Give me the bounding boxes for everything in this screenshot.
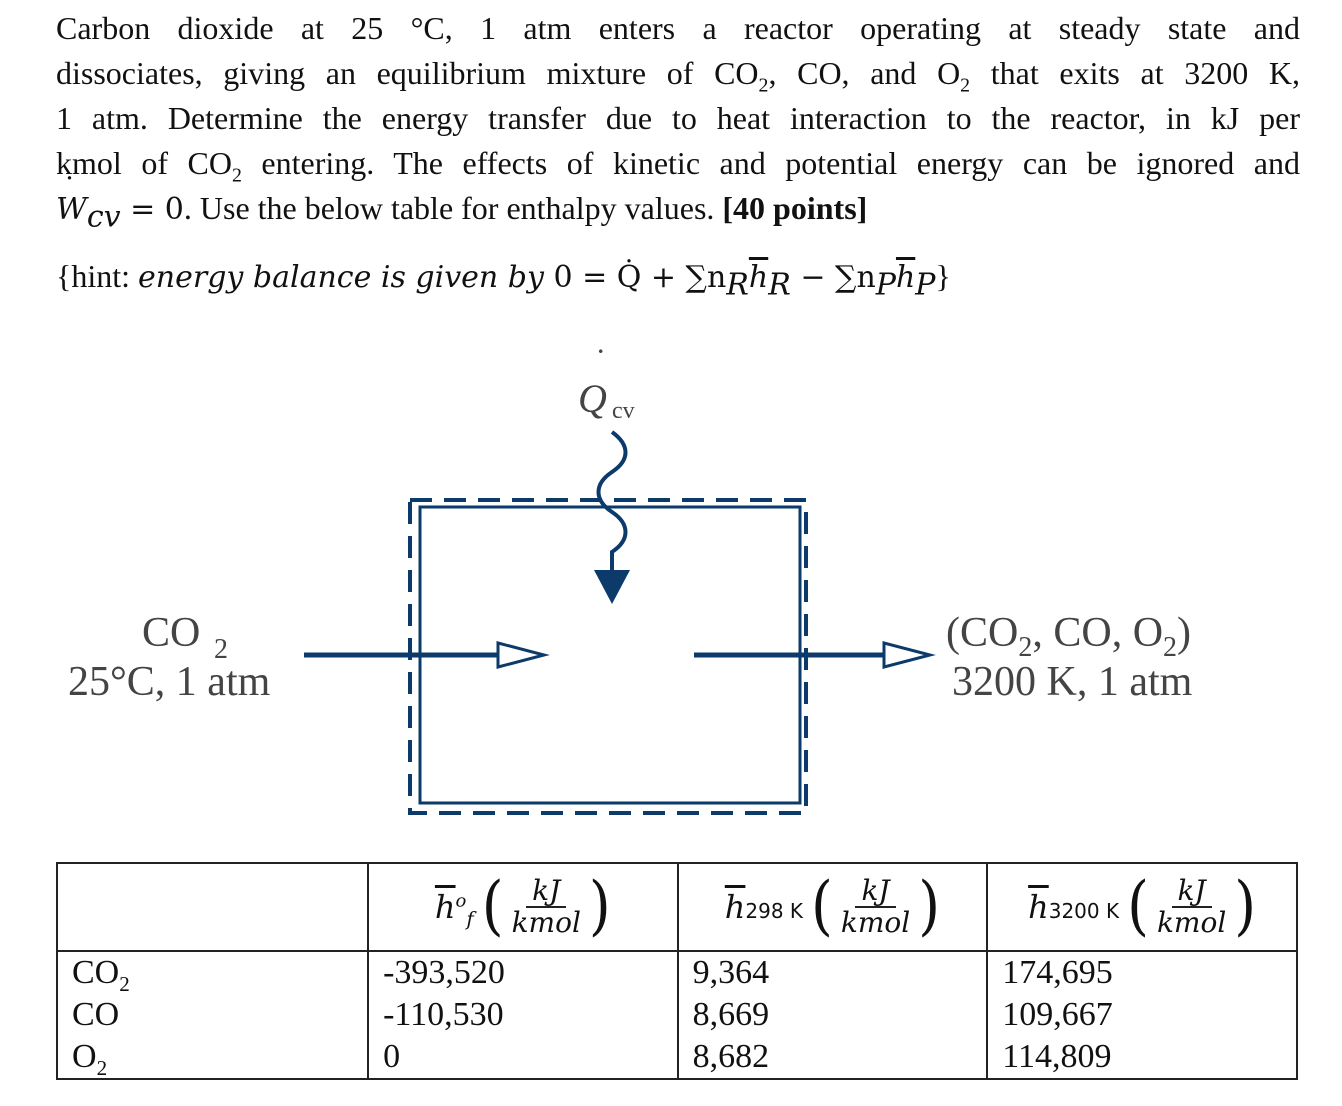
- outlet-arrowhead: [884, 643, 930, 667]
- unit-fraction: [512, 876, 581, 938]
- species-name: CO: [72, 996, 120, 1033]
- hint-open: {hint:: [56, 258, 139, 294]
- header-hf: [368, 863, 678, 951]
- inlet-state: 25°C, 1 atm: [68, 659, 271, 705]
- unit-denominator: kmol: [840, 906, 911, 939]
- w-subscript: cv: [86, 199, 121, 235]
- text-fragment: dissociates, giving an equilibrium mixture of CO: [56, 55, 759, 91]
- unit-numerator: kJ: [1172, 876, 1212, 908]
- text-fragment: that exits at 3200 K,: [970, 55, 1300, 91]
- table-row: [57, 994, 1297, 1036]
- paren-open: (: [481, 869, 504, 944]
- subscript: P: [915, 267, 936, 303]
- hf-cell: 0: [368, 1036, 678, 1079]
- header-h3200: [987, 863, 1297, 951]
- inlet-species: CO: [142, 610, 201, 656]
- subscript: R: [768, 267, 791, 303]
- hint-minus: − ∑n: [790, 260, 876, 295]
- equation: = 0: [120, 192, 184, 227]
- reactor-diagram: [0, 340, 1342, 840]
- paren-close: ): [588, 869, 611, 944]
- h3200-symbol: [1028, 869, 1257, 944]
- outlet-state: 3200 K, 1 atm: [952, 659, 1193, 705]
- h298-cell: 8,682: [678, 1036, 988, 1079]
- unit-fraction: [841, 876, 910, 938]
- outlet-species-part: ): [1177, 610, 1192, 656]
- h3200-cell: 174,695: [987, 951, 1297, 994]
- q-label: Q: [578, 376, 607, 421]
- paren-open: (: [1127, 869, 1149, 944]
- problem-line-1: Carbon dioxide at 25 °C, 1 atm enters a reactor operating at steady state and: [56, 10, 1300, 46]
- problem-line-3: 1 atm. Determine the energy transfer due to heat interaction to the reactor, in kJ per: [56, 100, 1300, 136]
- h3200-cell: 114,809: [987, 1036, 1297, 1079]
- problem-statement: [56, 6, 1301, 235]
- q-subscript: cv: [612, 398, 635, 424]
- subscript: P: [875, 267, 896, 303]
- enthalpy-table: [56, 862, 1298, 1080]
- hint-close: }: [935, 258, 951, 294]
- text-fragment: . Use the below table for enthalpy values.: [183, 190, 723, 226]
- header-species: [57, 863, 368, 951]
- hf-symbol: [434, 869, 611, 944]
- h-bar: $\overline{h}$: [895, 260, 916, 295]
- subscript: f: [466, 907, 474, 931]
- inlet-arrowhead: [498, 643, 544, 667]
- subscript: 2: [96, 1055, 108, 1080]
- species-cell: [57, 951, 368, 994]
- h-bar: $\overline{h}$: [724, 888, 746, 926]
- h3200-cell: 109,667: [987, 994, 1297, 1036]
- subscript: 298 K: [745, 899, 804, 923]
- hf-cell: -393,520: [368, 951, 678, 994]
- outlet-species-part: , CO, O: [1032, 610, 1164, 656]
- unit-denominator: kmol: [511, 906, 581, 939]
- h-bar: $\overline{h}$: [1028, 888, 1049, 926]
- h-bar: $\overline{h}$: [748, 260, 769, 295]
- w-dot-symbol: ˙ W: [56, 187, 87, 232]
- table-header-row: [57, 863, 1297, 951]
- hint-text: energy balance is given by: [138, 260, 544, 295]
- heat-arrowhead: [594, 570, 630, 604]
- table-row: [57, 1036, 1297, 1079]
- species-name: CO: [72, 954, 120, 991]
- species-name: O: [72, 1038, 97, 1075]
- unit-fraction: [1157, 876, 1226, 938]
- points-label: [40 points]: [722, 190, 868, 226]
- h298-symbol: [724, 869, 941, 944]
- q-dot: ˙: [595, 343, 607, 380]
- unit-numerator: kJ: [526, 876, 566, 908]
- problem-line-4: [56, 141, 1300, 186]
- h-bar: $\overline{h}$: [434, 888, 456, 926]
- table-row: [57, 951, 1297, 994]
- paren-open: (: [811, 869, 833, 944]
- problem-line-2: [56, 51, 1300, 96]
- subscript: 3200 K: [1048, 899, 1120, 923]
- hint: [56, 258, 951, 303]
- paren-close: ): [1234, 869, 1257, 944]
- subscript: 2: [1163, 632, 1178, 663]
- text-fragment: kmol of CO: [56, 145, 232, 181]
- inlet-species-subscript: 2: [214, 634, 228, 665]
- unit-numerator: kJ: [855, 876, 895, 908]
- h298-cell: 9,364: [678, 951, 988, 994]
- paren-close: ): [918, 869, 941, 944]
- subscript: 2: [231, 164, 242, 187]
- header-h298: [678, 863, 988, 951]
- species-cell: [57, 994, 368, 1036]
- h298-cell: 8,669: [678, 994, 988, 1036]
- superscript: o: [455, 890, 467, 912]
- outlet-species: [946, 610, 1191, 663]
- subscript: 2: [1018, 632, 1033, 663]
- subscript: R: [726, 267, 749, 303]
- subscript: 2: [960, 74, 971, 97]
- problem-line-5: [56, 186, 1300, 235]
- hint-equation: 0 = Q̇ + ∑n: [543, 260, 727, 295]
- species-cell: [57, 1036, 368, 1079]
- text-fragment: entering. The effects of kinetic and potential energy can be ignored and: [241, 145, 1301, 181]
- unit-denominator: kmol: [1156, 906, 1227, 939]
- hf-cell: -110,530: [368, 994, 678, 1036]
- text-fragment: , CO, and O: [768, 55, 961, 91]
- outlet-species-part: (CO: [946, 610, 1019, 656]
- subscript: 2: [758, 74, 769, 97]
- subscript: 2: [119, 971, 130, 996]
